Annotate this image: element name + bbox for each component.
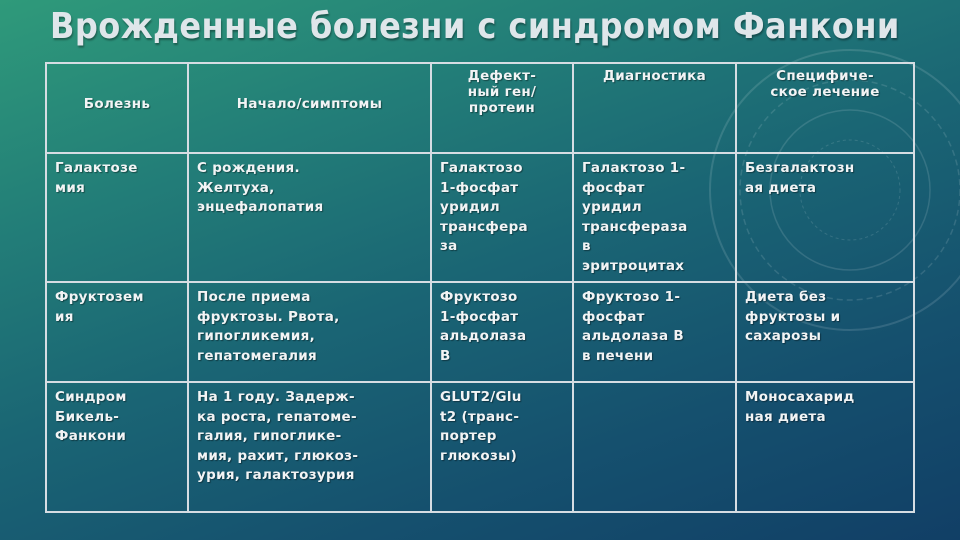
cell-specific-treatment: Безгалактозн ая диета xyxy=(736,153,914,282)
cell-disease: Синдром Бикель- Фанкони xyxy=(46,382,188,512)
cell-defective-gene: Фруктозо 1-фосфат альдолаза B xyxy=(431,282,573,382)
cell-onset-symptoms: С рождения. Желтуха, энцефалопатия xyxy=(188,153,431,282)
header-specific-treatment: Специфиче- ское лечение xyxy=(736,63,914,153)
cell-specific-treatment: Моносахарид ная диета xyxy=(736,382,914,512)
cell-disease: Галактозе мия xyxy=(46,153,188,282)
header-diagnostics: Диагностика xyxy=(573,63,736,153)
cell-onset-symptoms: После приема фруктозы. Рвота, гипогликемия, гепатомегалия xyxy=(188,282,431,382)
table-row xyxy=(46,382,914,512)
cell-diagnostics xyxy=(573,382,736,512)
table-header-row xyxy=(46,63,914,153)
table-row xyxy=(46,153,914,282)
header-onset-symptoms: Начало/симптомы xyxy=(188,63,431,153)
header-disease: Болезнь xyxy=(46,63,188,153)
cell-defective-gene: GLUT2/Glu t2 (транс- портер глюкозы) xyxy=(431,382,573,512)
cell-diagnostics: Галактозо 1- фосфат уридил трансфераза в эритроцитах xyxy=(573,153,736,282)
diseases-table xyxy=(45,62,915,513)
cell-disease: Фруктозем ия xyxy=(46,282,188,382)
header-defective-gene: Дефект- ный ген/ протеин xyxy=(431,63,573,153)
table-row xyxy=(46,282,914,382)
cell-defective-gene: Галактозо 1-фосфат уридил трансфера за xyxy=(431,153,573,282)
cell-onset-symptoms: На 1 году. Задерж- ка роста, гепатоме- галия, гипоглике- мия, рахит, глюкоз- урия, галактозурия xyxy=(188,382,431,512)
slide-title: Врожденные болезни с синдромом Фанкони xyxy=(50,6,900,47)
cell-diagnostics: Фруктозо 1- фосфат альдолаза B в печени xyxy=(573,282,736,382)
cell-specific-treatment: Диета без фруктозы и сахарозы xyxy=(736,282,914,382)
